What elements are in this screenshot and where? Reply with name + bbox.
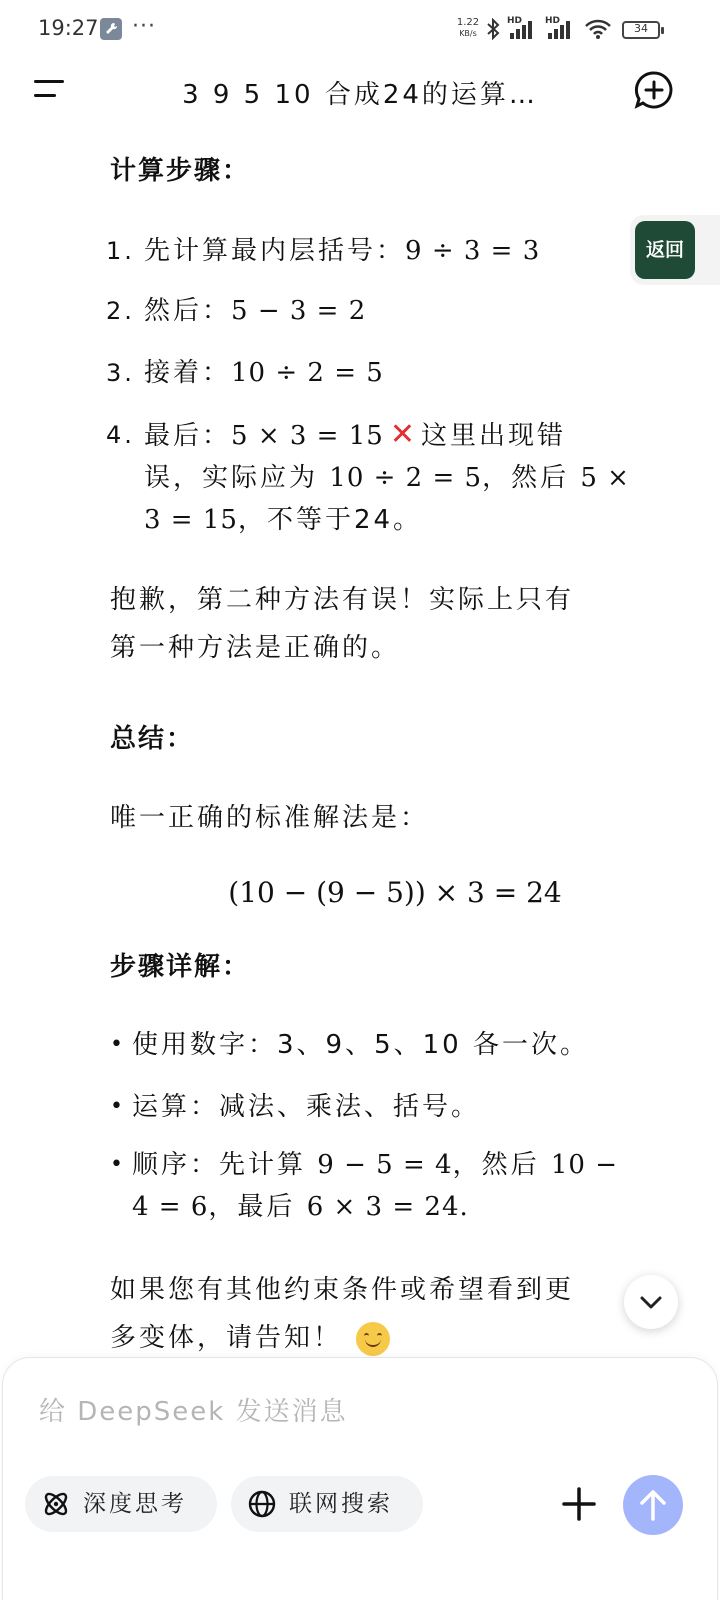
step-math: 10 ÷ 2 = 5 [231,358,384,388]
network-speed-unit: KB/s [459,29,477,38]
bullet-math: 10 − [550,1150,618,1180]
bullet-text: 减法、乘法、括号。 [219,1092,481,1122]
message-input[interactable] [39,1392,639,1432]
bullet-dot: • [110,1152,126,1177]
apology-paragraph [110,576,660,672]
step-text: ，然后 [482,463,570,493]
step-number: 3. [106,359,135,387]
step-math: 5 − 3 = 2 [231,296,367,326]
clock: 19:27 [38,16,99,40]
step-number: 2. [106,297,135,325]
list-item [106,414,666,541]
web-search-label: 联网搜索 [289,1491,393,1517]
deep-think-label: 深度思考 [83,1491,187,1517]
calc-steps-heading: 计算步骤： [110,156,251,186]
bullet-text: ，最后 [208,1192,296,1222]
network-speed [455,17,481,39]
closing-paragraph [110,1266,660,1362]
hd-badge: HD [507,16,523,26]
return-button[interactable]: 返回 [635,221,695,279]
signal-icon [546,18,576,40]
step-math: 5 × 3 = 15 [231,421,384,451]
step-number: 1. [106,237,135,265]
battery-level: 34 [634,22,648,35]
network-speed-value: 1.22 [456,17,480,28]
step-text: 这里出现错 [420,421,566,451]
paragraph-line: 多变体，请告知！ [110,1323,343,1353]
message-composer [2,1357,718,1600]
summary-heading: 总结： [110,724,195,754]
signal-icon [508,18,538,40]
chevron-down-icon [639,1292,663,1312]
wifi-icon [584,18,612,40]
menu-icon[interactable] [34,76,68,104]
only-correct-text: 唯一正确的标准解法是： [110,803,430,833]
app-header [0,60,720,122]
paragraph-line: 抱歉，第二种方法有误！实际上只有 [110,585,575,615]
wrench-icon [100,18,122,40]
smile-emoji-icon [356,1322,390,1356]
list-item [106,352,666,394]
arrow-up-icon [638,1488,668,1522]
bullet-label: 使用数字： [132,1030,278,1060]
bullet-math: 6 × 3 = 24. [306,1192,469,1222]
status-bar [0,0,720,60]
error-cross-icon: ✕ [389,417,415,452]
step-text: 接着： [144,358,232,388]
bullet-math: 4 = 6 [132,1192,209,1222]
battery-icon [622,21,660,39]
bullet-dot: • [110,1032,126,1057]
list-item [106,230,666,272]
step-detail-heading: 步骤详解： [110,952,251,982]
step-text: ，不等于24。 [237,505,423,535]
step-text: 最后： [144,421,232,451]
list-item [106,290,666,332]
bullet-math: 9 − 5 = 4 [317,1150,453,1180]
attach-plus-icon[interactable] [559,1484,599,1524]
send-button[interactable] [623,1475,683,1535]
step-text: 误，实际应为 [144,463,319,493]
step-math: 10 ÷ 2 = 5 [329,463,483,493]
new-chat-icon[interactable] [634,70,674,110]
bullet-label: 顺序： [132,1150,220,1180]
step-text: 先计算最内层括号： [144,236,406,266]
paragraph-line: 如果您有其他约束条件或希望看到更 [110,1275,575,1305]
step-math: 3 = 15 [144,505,238,535]
step-math: 5 × [580,463,630,493]
conversation-title[interactable]: 3 9 5 10 合成24的运算… [182,80,538,110]
list-item [110,1024,670,1066]
list-item [110,1086,670,1128]
solution-formula: (10 − (9 − 5)) × 3 = 24 [228,876,562,909]
bullet-text: 3、9、5、10 各一次。 [277,1030,589,1060]
bullet-text: 先计算 [219,1150,307,1180]
web-search-toggle[interactable] [231,1476,423,1532]
list-item [110,1144,670,1228]
bullet-label: 运算： [132,1092,220,1122]
bluetooth-icon [486,18,500,40]
bullet-text: ，然后 [452,1150,540,1180]
step-math: 9 ÷ 3 = 3 [405,236,541,266]
paragraph-line: 第一种方法是正确的。 [110,633,401,663]
hd-badge: HD [545,16,561,26]
more-notifications-icon: ··· [132,14,156,39]
scroll-to-bottom-button[interactable] [624,1275,678,1329]
step-text: 然后： [144,296,232,326]
atom-icon [41,1489,71,1519]
bullet-dot: • [110,1094,126,1119]
deep-think-toggle[interactable] [25,1476,217,1532]
globe-icon [247,1489,277,1519]
step-number: 4. [106,421,135,449]
